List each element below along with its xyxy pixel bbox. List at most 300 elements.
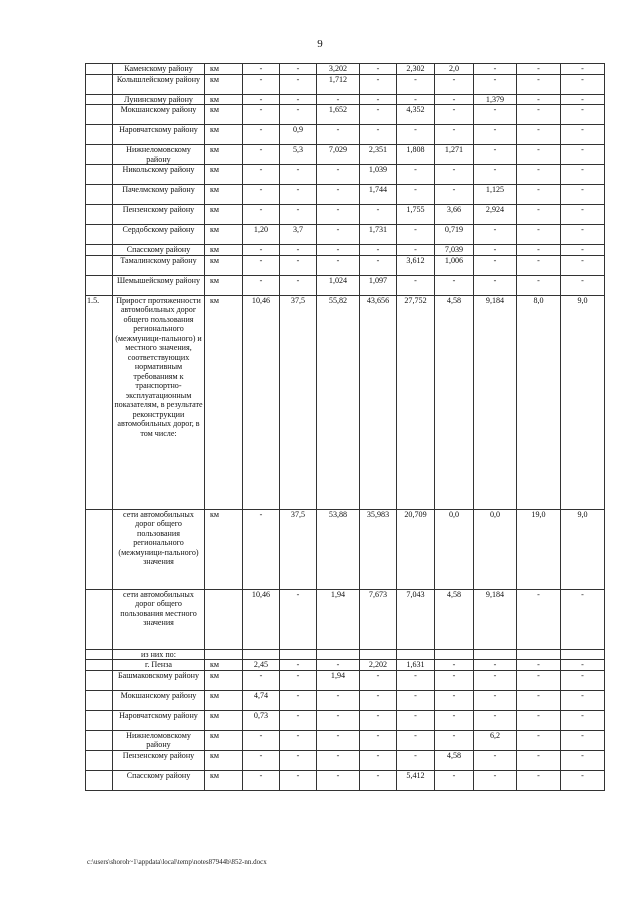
- table-row: [86, 255, 605, 275]
- value-cell: -: [561, 94, 605, 105]
- unit-cell: км: [205, 225, 243, 245]
- value-cell: -: [397, 125, 435, 145]
- indicator-name-cell: Мокшанскому району: [113, 690, 205, 710]
- indicator-name-cell: Наровчатскому району: [113, 125, 205, 145]
- value-cell: -: [243, 165, 280, 185]
- value-cell: 7,673: [360, 589, 397, 649]
- footer-file-path: c:\users\shoroh~1\appdata\local\temp\notes87944b\852-nn.docx: [87, 858, 267, 866]
- value-cell: -: [474, 710, 517, 730]
- row-number-cell: [86, 145, 113, 165]
- value-cell: 2,302: [397, 64, 435, 75]
- value-cell: -: [561, 589, 605, 649]
- value-cell: 1,271: [435, 145, 474, 165]
- value-cell: -: [474, 660, 517, 671]
- value-cell: 1,755: [397, 205, 435, 225]
- value-cell: -: [280, 660, 317, 671]
- value-cell: -: [243, 730, 280, 750]
- value-cell: -: [317, 660, 360, 671]
- table-row: [86, 74, 605, 94]
- table-row: [86, 64, 605, 75]
- value-cell: -: [561, 145, 605, 165]
- value-cell: 5,3: [280, 145, 317, 165]
- table-row: [86, 770, 605, 790]
- row-number-cell: [86, 125, 113, 145]
- value-cell: 8,0: [517, 295, 561, 509]
- unit-cell: км: [205, 94, 243, 105]
- row-number-cell: [86, 770, 113, 790]
- value-cell: 7,043: [397, 589, 435, 649]
- unit-cell: км: [205, 770, 243, 790]
- row-number-cell: 1.5.: [86, 295, 113, 509]
- value-cell: -: [435, 710, 474, 730]
- value-cell: -: [517, 710, 561, 730]
- value-cell: -: [317, 205, 360, 225]
- value-cell: -: [517, 74, 561, 94]
- value-cell: -: [280, 94, 317, 105]
- value-cell: 1,097: [360, 275, 397, 295]
- value-cell: 37,5: [280, 295, 317, 509]
- value-cell: -: [243, 750, 280, 770]
- value-cell: -: [280, 74, 317, 94]
- unit-cell: км: [205, 710, 243, 730]
- value-cell: -: [517, 64, 561, 75]
- value-cell: 2,351: [360, 145, 397, 165]
- value-cell: -: [561, 125, 605, 145]
- value-cell: -: [474, 105, 517, 125]
- value-cell: [561, 649, 605, 660]
- value-cell: -: [280, 245, 317, 256]
- table-row: [86, 225, 605, 245]
- value-cell: 6,2: [474, 730, 517, 750]
- value-cell: -: [435, 74, 474, 94]
- value-cell: 1,039: [360, 165, 397, 185]
- value-cell: -: [517, 145, 561, 165]
- value-cell: -: [517, 225, 561, 245]
- value-cell: 4,58: [435, 750, 474, 770]
- value-cell: -: [561, 710, 605, 730]
- value-cell: -: [243, 670, 280, 690]
- value-cell: -: [517, 670, 561, 690]
- value-cell: -: [317, 245, 360, 256]
- page-number: 9: [317, 38, 323, 50]
- row-number-cell: [86, 710, 113, 730]
- indicator-name-cell: Башмаковскому району: [113, 670, 205, 690]
- value-cell: 9,184: [474, 295, 517, 509]
- value-cell: -: [360, 690, 397, 710]
- value-cell: 1,20: [243, 225, 280, 245]
- value-cell: -: [397, 165, 435, 185]
- unit-cell: км: [205, 64, 243, 75]
- value-cell: -: [280, 185, 317, 205]
- value-cell: 1,94: [317, 589, 360, 649]
- value-cell: 0,9: [280, 125, 317, 145]
- value-cell: 3,202: [317, 64, 360, 75]
- unit-cell: км: [205, 185, 243, 205]
- value-cell: [474, 649, 517, 660]
- value-cell: -: [474, 275, 517, 295]
- value-cell: 37,5: [280, 509, 317, 589]
- value-cell: -: [360, 750, 397, 770]
- value-cell: 7,029: [317, 145, 360, 165]
- row-number-cell: [86, 185, 113, 205]
- value-cell: 2,0: [435, 64, 474, 75]
- unit-cell: км: [205, 275, 243, 295]
- value-cell: -: [360, 770, 397, 790]
- value-cell: -: [517, 94, 561, 105]
- indicator-name-cell: Лунинскому району: [113, 94, 205, 105]
- value-cell: -: [561, 730, 605, 750]
- value-cell: -: [317, 710, 360, 730]
- value-cell: -: [317, 750, 360, 770]
- table-row: [86, 690, 605, 710]
- value-cell: -: [280, 64, 317, 75]
- value-cell: -: [360, 255, 397, 275]
- value-cell: [243, 649, 280, 660]
- table-row: [86, 205, 605, 225]
- table-row: [86, 660, 605, 671]
- value-cell: -: [280, 670, 317, 690]
- value-cell: -: [474, 770, 517, 790]
- value-cell: 2,202: [360, 660, 397, 671]
- indicator-name-cell: сети автомобильных дорог общего пользования регионального (межмуници-пального) значения: [113, 509, 205, 589]
- value-cell: -: [360, 670, 397, 690]
- value-cell: -: [280, 750, 317, 770]
- value-cell: 3,66: [435, 205, 474, 225]
- value-cell: -: [360, 94, 397, 105]
- unit-cell: км: [205, 205, 243, 225]
- value-cell: -: [517, 589, 561, 649]
- value-cell: -: [561, 255, 605, 275]
- value-cell: 1,731: [360, 225, 397, 245]
- value-cell: -: [243, 145, 280, 165]
- value-cell: -: [435, 660, 474, 671]
- value-cell: -: [561, 275, 605, 295]
- value-cell: 4,58: [435, 589, 474, 649]
- value-cell: 55,82: [317, 295, 360, 509]
- value-cell: -: [317, 255, 360, 275]
- value-cell: -: [435, 275, 474, 295]
- value-cell: -: [317, 690, 360, 710]
- value-cell: 0,719: [435, 225, 474, 245]
- value-cell: -: [517, 165, 561, 185]
- value-cell: 1,379: [474, 94, 517, 105]
- value-cell: -: [397, 245, 435, 256]
- value-cell: -: [561, 245, 605, 256]
- row-number-cell: [86, 205, 113, 225]
- unit-cell: км: [205, 295, 243, 509]
- table-row: [86, 105, 605, 125]
- value-cell: -: [397, 750, 435, 770]
- value-cell: -: [317, 94, 360, 105]
- value-cell: -: [517, 105, 561, 125]
- value-cell: -: [435, 770, 474, 790]
- value-cell: -: [243, 205, 280, 225]
- value-cell: [435, 649, 474, 660]
- value-cell: -: [474, 64, 517, 75]
- value-cell: -: [561, 770, 605, 790]
- value-cell: -: [243, 185, 280, 205]
- row-number-cell: [86, 255, 113, 275]
- row-number-cell: [86, 670, 113, 690]
- value-cell: -: [280, 205, 317, 225]
- unit-cell: км: [205, 125, 243, 145]
- value-cell: 1,808: [397, 145, 435, 165]
- value-cell: -: [397, 185, 435, 205]
- value-cell: -: [561, 750, 605, 770]
- value-cell: [517, 649, 561, 660]
- value-cell: -: [435, 125, 474, 145]
- indicator-name-cell: Спасскому району: [113, 770, 205, 790]
- value-cell: -: [474, 255, 517, 275]
- value-cell: 20,709: [397, 509, 435, 589]
- value-cell: -: [474, 145, 517, 165]
- value-cell: 0,73: [243, 710, 280, 730]
- indicator-name-cell: Пензенскому району: [113, 205, 205, 225]
- table-row: [86, 730, 605, 750]
- indicator-name-cell: Прирост протяженности автомобильных дорог общего пользования регионального (межмуници-пального) и местного значения, соответствующих нормативным требованиям к транспортно-эксплуатационным показателям, в результате реконструкции автомобильных дорог, в том числе:: [113, 295, 205, 509]
- table-row: [86, 589, 605, 649]
- value-cell: -: [280, 690, 317, 710]
- value-cell: -: [280, 770, 317, 790]
- unit-cell: [205, 649, 243, 660]
- value-cell: 0,0: [435, 509, 474, 589]
- value-cell: -: [360, 205, 397, 225]
- value-cell: -: [517, 255, 561, 275]
- value-cell: -: [474, 225, 517, 245]
- value-cell: -: [317, 185, 360, 205]
- value-cell: 2,924: [474, 205, 517, 225]
- value-cell: -: [243, 94, 280, 105]
- value-cell: -: [397, 74, 435, 94]
- value-cell: -: [474, 125, 517, 145]
- value-cell: -: [397, 710, 435, 730]
- value-cell: -: [360, 105, 397, 125]
- indicator-name-cell: Сердобскому району: [113, 225, 205, 245]
- value-cell: -: [317, 770, 360, 790]
- row-number-cell: [86, 74, 113, 94]
- value-cell: -: [435, 690, 474, 710]
- value-cell: 35,983: [360, 509, 397, 589]
- value-cell: -: [243, 64, 280, 75]
- value-cell: -: [360, 710, 397, 730]
- table-row: [86, 670, 605, 690]
- value-cell: 7,039: [435, 245, 474, 256]
- value-cell: -: [561, 205, 605, 225]
- value-cell: -: [561, 64, 605, 75]
- table-row: [86, 509, 605, 589]
- value-cell: 1,94: [317, 670, 360, 690]
- value-cell: -: [561, 660, 605, 671]
- value-cell: -: [280, 275, 317, 295]
- value-cell: 43,656: [360, 295, 397, 509]
- row-number-cell: [86, 509, 113, 589]
- indicator-name-cell: Мокшанскому району: [113, 105, 205, 125]
- unit-cell: км: [205, 105, 243, 125]
- indicator-name-cell: Нижнеломовскому району: [113, 730, 205, 750]
- value-cell: -: [561, 74, 605, 94]
- value-cell: -: [435, 670, 474, 690]
- value-cell: -: [360, 125, 397, 145]
- value-cell: 9,0: [561, 295, 605, 509]
- indicator-name-cell: Пачелмскому району: [113, 185, 205, 205]
- row-number-cell: [86, 275, 113, 295]
- value-cell: -: [243, 105, 280, 125]
- value-cell: 53,88: [317, 509, 360, 589]
- value-cell: -: [317, 125, 360, 145]
- unit-cell: км: [205, 74, 243, 94]
- indicator-name-cell: Каменскому району: [113, 64, 205, 75]
- unit-cell: км: [205, 245, 243, 256]
- value-cell: -: [243, 125, 280, 145]
- value-cell: -: [474, 690, 517, 710]
- value-cell: 9,184: [474, 589, 517, 649]
- value-cell: -: [397, 225, 435, 245]
- table-row: [86, 185, 605, 205]
- value-cell: -: [561, 690, 605, 710]
- value-cell: -: [280, 165, 317, 185]
- value-cell: 4,352: [397, 105, 435, 125]
- value-cell: -: [360, 730, 397, 750]
- value-cell: 2,45: [243, 660, 280, 671]
- row-number-cell: [86, 730, 113, 750]
- row-number-cell: [86, 64, 113, 75]
- indicator-name-cell: сети автомобильных дорог общего пользования местного значения: [113, 589, 205, 649]
- value-cell: -: [517, 275, 561, 295]
- table-row: [86, 94, 605, 105]
- value-cell: -: [517, 750, 561, 770]
- value-cell: 27,752: [397, 295, 435, 509]
- value-cell: -: [243, 255, 280, 275]
- value-cell: -: [317, 730, 360, 750]
- value-cell: -: [435, 105, 474, 125]
- value-cell: [317, 649, 360, 660]
- value-cell: 4,58: [435, 295, 474, 509]
- value-cell: -: [474, 165, 517, 185]
- value-cell: -: [435, 94, 474, 105]
- table-row: [86, 750, 605, 770]
- row-number-cell: [86, 225, 113, 245]
- value-cell: 1,006: [435, 255, 474, 275]
- value-cell: -: [317, 165, 360, 185]
- unit-cell: км: [205, 165, 243, 185]
- table-row: [86, 245, 605, 256]
- row-number-cell: [86, 94, 113, 105]
- value-cell: -: [317, 225, 360, 245]
- value-cell: -: [243, 770, 280, 790]
- value-cell: -: [243, 275, 280, 295]
- unit-cell: км: [205, 670, 243, 690]
- value-cell: -: [397, 94, 435, 105]
- unit-cell: км: [205, 750, 243, 770]
- indicator-name-cell: Тамалинскому району: [113, 255, 205, 275]
- indicator-name-cell: г. Пенза: [113, 660, 205, 671]
- value-cell: -: [397, 275, 435, 295]
- value-cell: -: [474, 245, 517, 256]
- value-cell: 3,612: [397, 255, 435, 275]
- value-cell: 10,46: [243, 589, 280, 649]
- row-number-cell: [86, 165, 113, 185]
- value-cell: -: [561, 105, 605, 125]
- value-cell: [397, 649, 435, 660]
- value-cell: -: [561, 165, 605, 185]
- table-row: [86, 165, 605, 185]
- value-cell: 0,0: [474, 509, 517, 589]
- indicator-name-cell: Колышлейскому району: [113, 74, 205, 94]
- value-cell: -: [397, 690, 435, 710]
- value-cell: -: [435, 185, 474, 205]
- row-number-cell: [86, 649, 113, 660]
- value-cell: -: [360, 64, 397, 75]
- indicator-table: [85, 63, 605, 791]
- table-row: [86, 145, 605, 165]
- value-cell: 1,631: [397, 660, 435, 671]
- value-cell: 1,652: [317, 105, 360, 125]
- value-cell: 1,712: [317, 74, 360, 94]
- value-cell: -: [435, 165, 474, 185]
- value-cell: -: [517, 770, 561, 790]
- value-cell: -: [243, 74, 280, 94]
- row-number-cell: [86, 589, 113, 649]
- unit-cell: км: [205, 660, 243, 671]
- value-cell: [360, 649, 397, 660]
- value-cell: -: [561, 670, 605, 690]
- value-cell: -: [280, 730, 317, 750]
- value-cell: 19,0: [517, 509, 561, 589]
- table-row: [86, 710, 605, 730]
- indicator-name-cell: Нижнеломовскому району: [113, 145, 205, 165]
- value-cell: 1,024: [317, 275, 360, 295]
- value-cell: -: [474, 750, 517, 770]
- value-cell: -: [360, 245, 397, 256]
- indicator-name-cell: Шемышейскому району: [113, 275, 205, 295]
- value-cell: -: [517, 245, 561, 256]
- value-cell: -: [517, 185, 561, 205]
- value-cell: -: [280, 255, 317, 275]
- value-cell: -: [517, 205, 561, 225]
- value-cell: -: [517, 730, 561, 750]
- row-number-cell: [86, 690, 113, 710]
- unit-cell: км: [205, 509, 243, 589]
- value-cell: 9,0: [561, 509, 605, 589]
- table-row: [86, 275, 605, 295]
- value-cell: -: [435, 730, 474, 750]
- value-cell: 10,46: [243, 295, 280, 509]
- value-cell: -: [243, 509, 280, 589]
- indicator-name-cell: Спасскому району: [113, 245, 205, 256]
- value-cell: -: [243, 245, 280, 256]
- value-cell: -: [561, 225, 605, 245]
- table-row: [86, 649, 605, 660]
- table-row: [86, 125, 605, 145]
- value-cell: -: [517, 125, 561, 145]
- row-number-cell: [86, 750, 113, 770]
- indicator-name-cell: Наровчатскому району: [113, 710, 205, 730]
- value-cell: -: [280, 105, 317, 125]
- value-cell: [280, 649, 317, 660]
- value-cell: 1,125: [474, 185, 517, 205]
- indicator-name-cell: из них по:: [113, 649, 205, 660]
- value-cell: 1,744: [360, 185, 397, 205]
- value-cell: -: [517, 690, 561, 710]
- unit-cell: км: [205, 255, 243, 275]
- indicator-name-cell: Пензенскому району: [113, 750, 205, 770]
- value-cell: 4,74: [243, 690, 280, 710]
- row-number-cell: [86, 660, 113, 671]
- value-cell: -: [280, 710, 317, 730]
- value-cell: 5,412: [397, 770, 435, 790]
- value-cell: -: [397, 730, 435, 750]
- value-cell: 3,7: [280, 225, 317, 245]
